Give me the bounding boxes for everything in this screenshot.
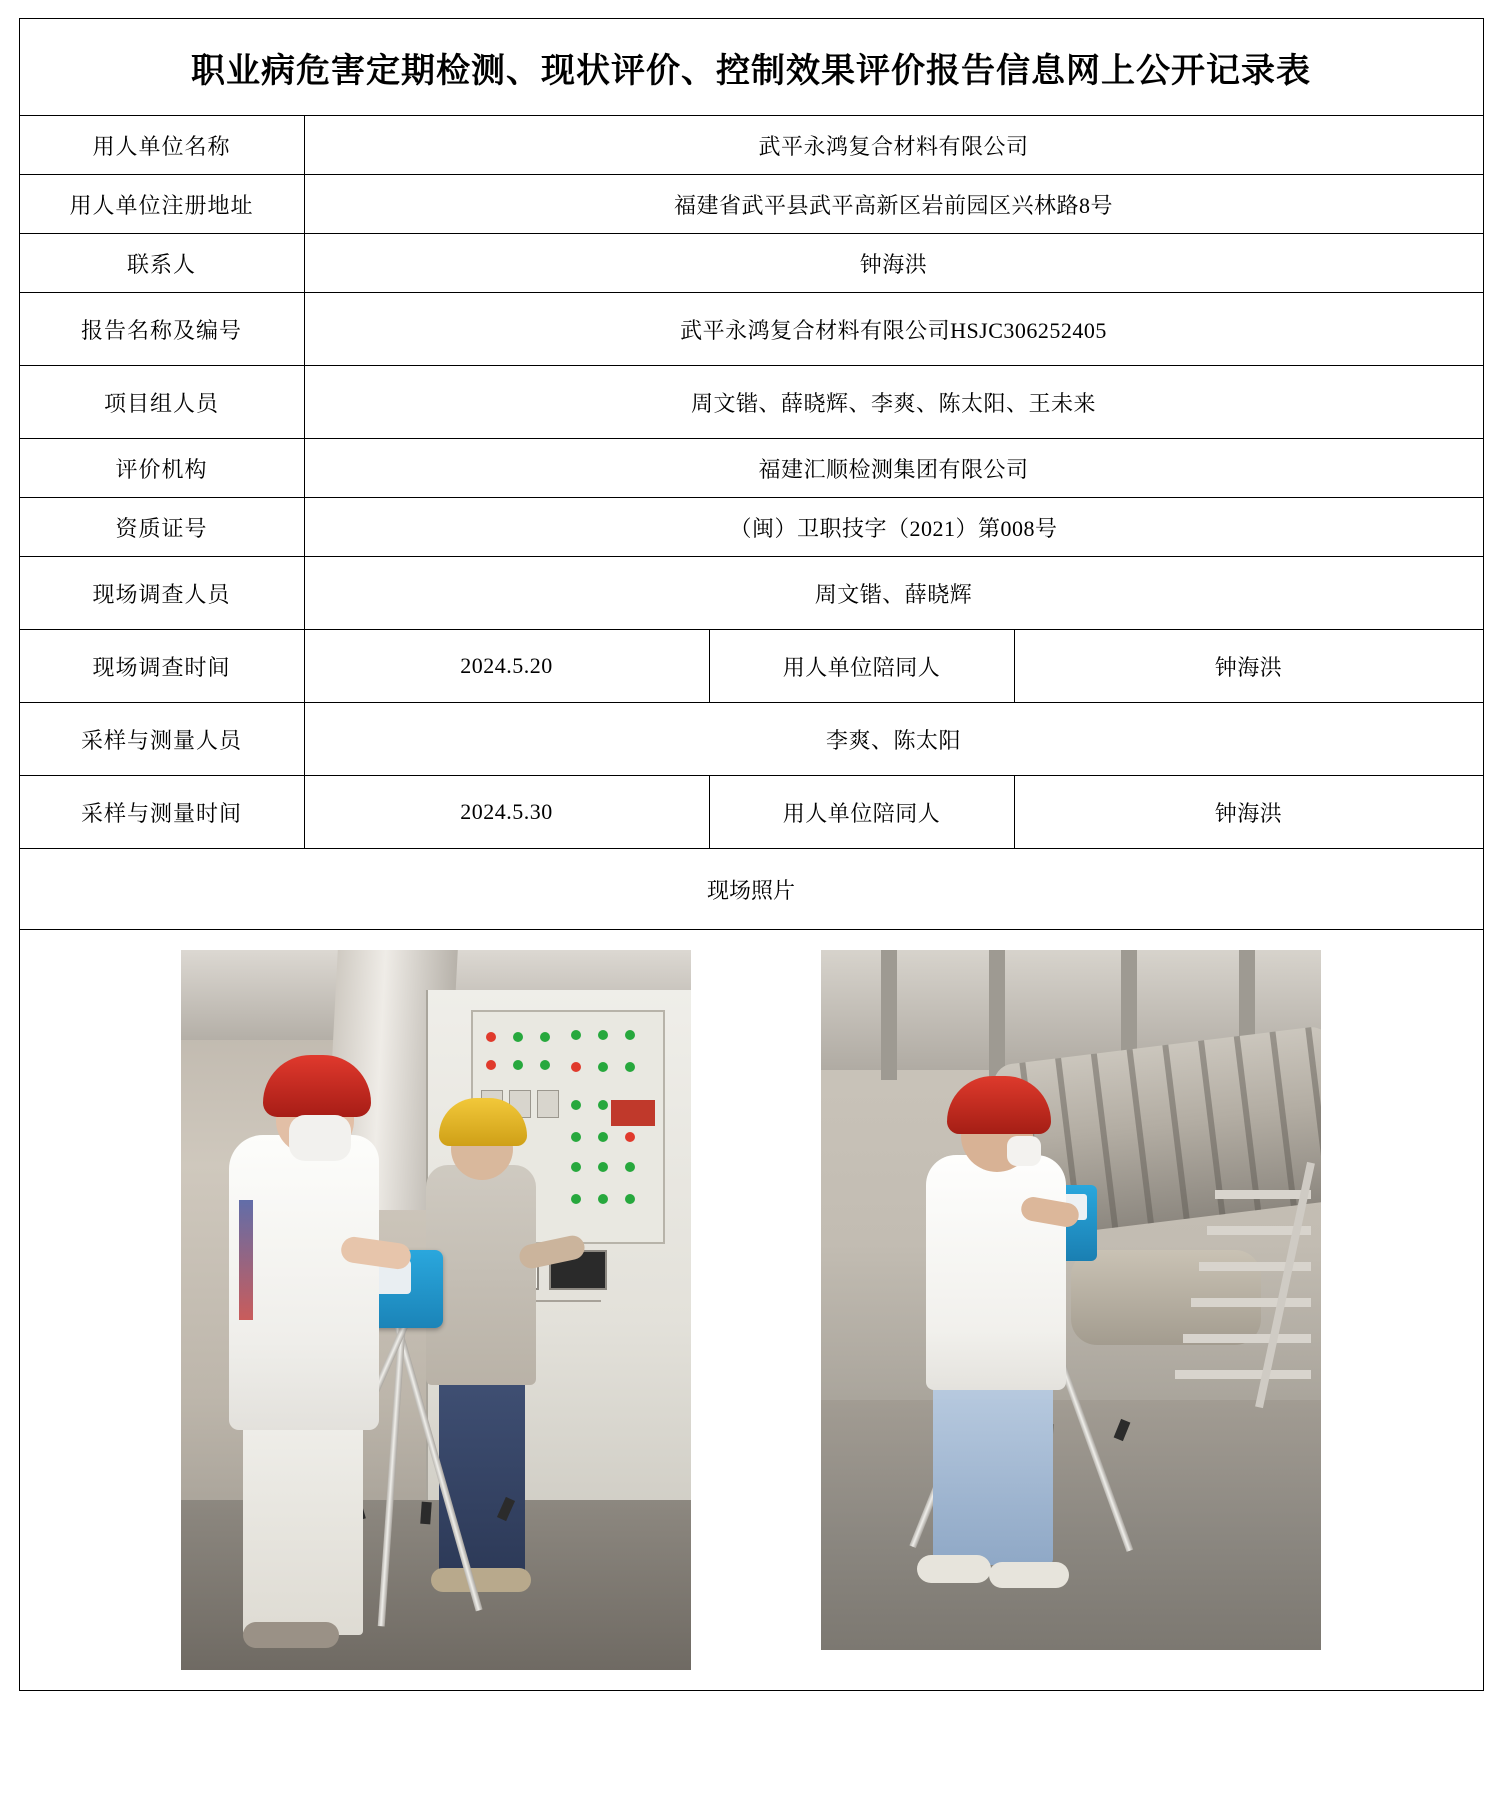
label-survey-escort: 用人单位陪同人 xyxy=(709,630,1014,703)
photo-b-worker-jeans xyxy=(933,1380,1053,1565)
value-contact: 钟海洪 xyxy=(304,234,1483,293)
value-sampling-time: 2024.5.30 xyxy=(304,776,709,849)
tripod-leg xyxy=(393,1321,482,1611)
label-report: 报告名称及编号 xyxy=(19,293,304,366)
table-row-agency xyxy=(19,439,1483,498)
site-photo-ball-mill xyxy=(821,950,1321,1650)
table-row-photos xyxy=(19,930,1483,1691)
label-employer-name: 用人单位名称 xyxy=(19,116,304,175)
site-photo-control-panel xyxy=(181,950,691,1670)
label-team: 项目组人员 xyxy=(19,366,304,439)
tripod-band xyxy=(497,1497,515,1521)
table-row-photos-label xyxy=(19,849,1483,930)
photo-b-beam xyxy=(989,950,1005,1080)
value-sampling-staff: 李爽、陈太阳 xyxy=(304,703,1483,776)
photo-b-beam xyxy=(881,950,897,1080)
table-row-employer-address xyxy=(19,175,1483,234)
photo-a-worker1-lanyard xyxy=(239,1200,253,1320)
table-row-team xyxy=(19,366,1483,439)
label-contact: 联系人 xyxy=(19,234,304,293)
value-employer-address: 福建省武平县武平高新区岩前园区兴林路8号 xyxy=(304,175,1483,234)
table-row-title xyxy=(19,19,1483,116)
label-agency: 评价机构 xyxy=(19,439,304,498)
label-photos: 现场照片 xyxy=(19,849,1483,930)
table-row-license xyxy=(19,498,1483,557)
table-row-sampling-staff xyxy=(19,703,1483,776)
value-employer-name: 武平永鸿复合材料有限公司 xyxy=(304,116,1483,175)
label-license: 资质证号 xyxy=(19,498,304,557)
label-employer-address: 用人单位注册地址 xyxy=(19,175,304,234)
photo-b-stairs xyxy=(1161,1160,1311,1420)
label-sampling-escort: 用人单位陪同人 xyxy=(709,776,1014,849)
table-row-contact xyxy=(19,234,1483,293)
table-row-survey-staff xyxy=(19,557,1483,630)
photo-a-worker1-legs xyxy=(243,1420,363,1635)
photo-a-worker1-shoe xyxy=(243,1622,339,1648)
page-title: 职业病危害定期检测、现状评价、控制效果评价报告信息网上公开记录表 xyxy=(19,19,1483,116)
photos-container xyxy=(19,930,1483,1691)
value-survey-time: 2024.5.20 xyxy=(304,630,709,703)
photo-a-worker1-mask xyxy=(289,1115,351,1161)
photo-b-floor xyxy=(821,1400,1321,1650)
value-license: （闽）卫职技字（2021）第008号 xyxy=(304,498,1483,557)
tripod-band xyxy=(420,1502,432,1525)
photo-b-worker-mask xyxy=(1007,1136,1041,1166)
label-sampling-staff: 采样与测量人员 xyxy=(19,703,304,776)
photo-b-worker-shoe xyxy=(917,1555,991,1583)
value-survey-escort: 钟海洪 xyxy=(1014,630,1483,703)
table-row-survey-time xyxy=(19,630,1483,703)
value-team: 周文锴、薛晓辉、李爽、陈太阳、王未来 xyxy=(304,366,1483,439)
value-sampling-escort: 钟海洪 xyxy=(1014,776,1483,849)
label-survey-time: 现场调查时间 xyxy=(19,630,304,703)
table-row-report xyxy=(19,293,1483,366)
value-agency: 福建汇顺检测集团有限公司 xyxy=(304,439,1483,498)
table-row-employer-name xyxy=(19,116,1483,175)
value-report: 武平永鸿复合材料有限公司HSJC306252405 xyxy=(304,293,1483,366)
value-survey-staff: 周文锴、薛晓辉 xyxy=(304,557,1483,630)
label-survey-staff: 现场调查人员 xyxy=(19,557,304,630)
photo-b-worker-shoe xyxy=(989,1562,1069,1588)
photo-b-worker-body xyxy=(926,1155,1066,1390)
label-sampling-time: 采样与测量时间 xyxy=(19,776,304,849)
record-table xyxy=(19,18,1484,1691)
table-row-sampling-time xyxy=(19,776,1483,849)
